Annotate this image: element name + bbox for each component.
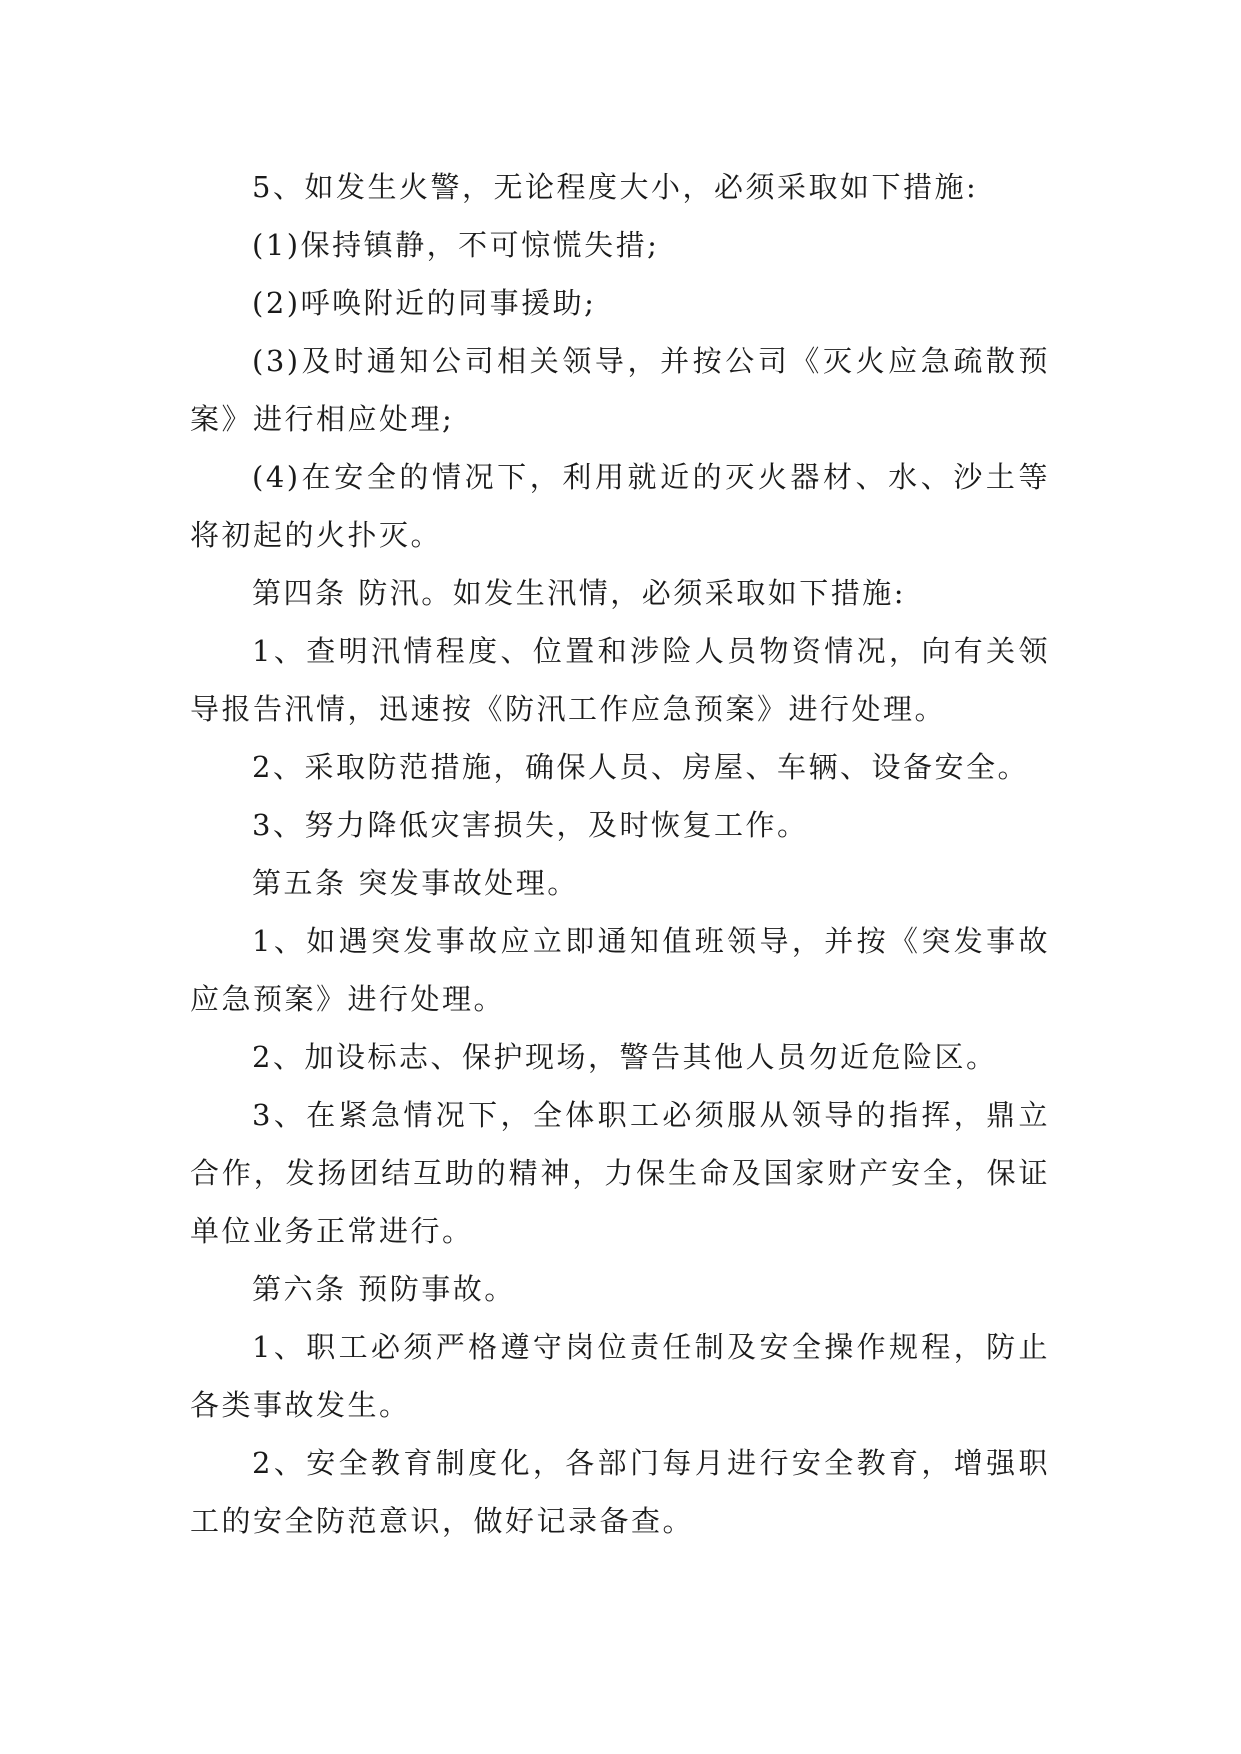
paragraph-fire-step-4: (4)在安全的情况下，利用就近的灭火器材、水、沙土等将初起的火扑灭。	[190, 460, 1050, 552]
article-6-heading: 第六条 预防事故。	[252, 1272, 516, 1306]
paragraph-fire-step-1: (1)保持镇静，不可惊慌失措;	[252, 228, 660, 262]
paragraph-accident-1: 1、如遇突发事故应立即通知值班领导，并按《突发事故应急预案》进行处理。	[190, 924, 1050, 1016]
article-5-heading: 第五条 突发事故处理。	[252, 866, 579, 900]
paragraph-accident-3: 3、在紧急情况下，全体职工必须服从领导的指挥，鼎立合作，发扬团结互助的精神，力保生命及国家财产安全，保证单位业务正常进行。	[190, 1098, 1050, 1248]
paragraph-fire-step-3: (3)及时通知公司相关领导，并按公司《灭火应急疏散预案》进行相应处理;	[190, 344, 1050, 436]
paragraph-flood-3: 3、努力降低灾害损失，及时恢复工作。	[252, 808, 809, 842]
paragraph-flood-1: 1、查明汛情程度、位置和涉险人员物资情况，向有关领导报告汛情，迅速按《防汛工作应急预案》进行处理。	[190, 634, 1050, 726]
paragraph-prevention-1: 1、职工必须严格遵守岗位责任制及安全操作规程，防止各类事故发生。	[190, 1330, 1050, 1422]
paragraph-fire-step-2: (2)呼唤附近的同事援助;	[252, 286, 597, 320]
article-4-heading: 第四条 防汛。如发生汛情，必须采取如下措施:	[252, 576, 906, 610]
paragraph-prevention-2: 2、安全教育制度化，各部门每月进行安全教育，增强职工的安全防范意识，做好记录备查。	[190, 1446, 1050, 1538]
document-body	[190, 158, 1050, 1550]
paragraph-flood-2: 2、采取防范措施，确保人员、房屋、车辆、设备安全。	[252, 750, 1029, 784]
paragraph-accident-2: 2、加设标志、保护现场，警告其他人员勿近危险区。	[252, 1040, 998, 1074]
paragraph-fire-alarm: 5、如发生火警，无论程度大小，必须采取如下措施:	[252, 170, 979, 204]
